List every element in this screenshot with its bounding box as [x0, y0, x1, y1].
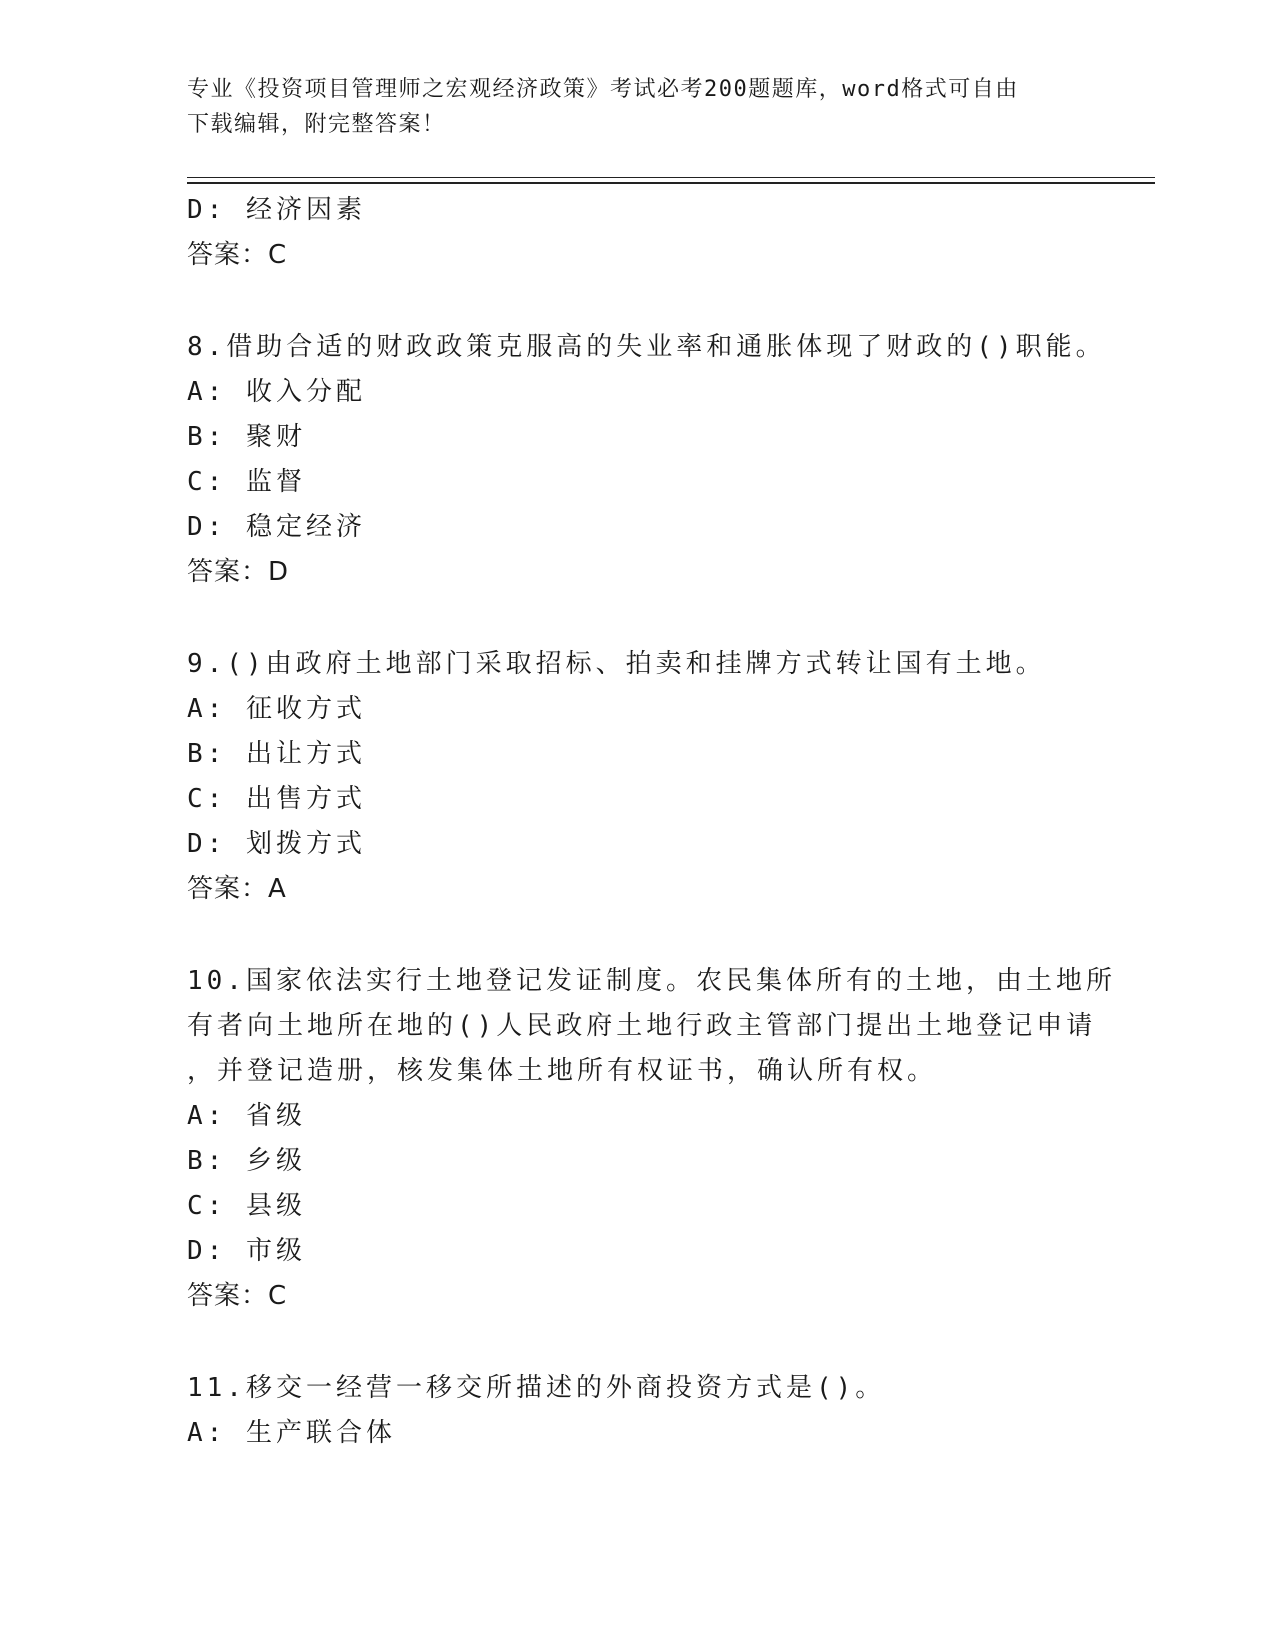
option-d: D: 市级 [187, 1236, 306, 1266]
question-stem: 11.移交一经营一移交所描述的外商投资方式是()。 [187, 1373, 886, 1403]
header-title-line-1: 专业《投资项目管理师之宏观经济政策》考试必考200题题库，word格式可自由 [187, 77, 1019, 102]
option-c: C: 监督 [187, 467, 306, 497]
answer: 答案：D [187, 557, 290, 587]
document-header [187, 72, 1067, 142]
header-divider-thin [187, 177, 1155, 178]
option-a: A: 省级 [187, 1101, 306, 1131]
answer: 答案：A [187, 874, 287, 904]
header-divider-thick [187, 182, 1155, 184]
answer: 答案：C [187, 1281, 288, 1311]
document-body [187, 188, 1116, 1456]
option-b: B: 乡级 [187, 1146, 306, 1176]
option-d: D: 划拨方式 [187, 829, 366, 859]
question-stem: 9.()由政府土地部门采取招标、拍卖和挂牌方式转让国有土地。 [187, 649, 1046, 679]
option-d: D: 稳定经济 [187, 512, 366, 542]
option-d: D: 经济因素 [187, 195, 366, 225]
question-stem-line: ，并登记造册，核发集体土地所有权证书，确认所有权。 [187, 1056, 938, 1086]
option-c: C: 出售方式 [187, 784, 366, 814]
option-a: A: 生产联合体 [187, 1418, 396, 1448]
question-stem-line: 10.国家依法实行土地登记发证制度。农民集体所有的土地，由土地所 [187, 966, 1116, 996]
header-title-line-2: 下载编辑，附完整答案！ [187, 112, 446, 137]
option-c: C: 县级 [187, 1191, 306, 1221]
option-a: A: 征收方式 [187, 694, 366, 724]
option-b: B: 聚财 [187, 422, 306, 452]
question-stem: 8.借助合适的财政政策克服高的失业率和通胀体现了财政的()职能。 [187, 332, 1106, 362]
question-stem-line: 有者向土地所在地的()人民政府土地行政主管部门提出土地登记申请 [187, 1011, 1097, 1041]
answer: 答案：C [187, 240, 288, 270]
option-b: B: 出让方式 [187, 739, 366, 769]
option-a: A: 收入分配 [187, 377, 366, 407]
